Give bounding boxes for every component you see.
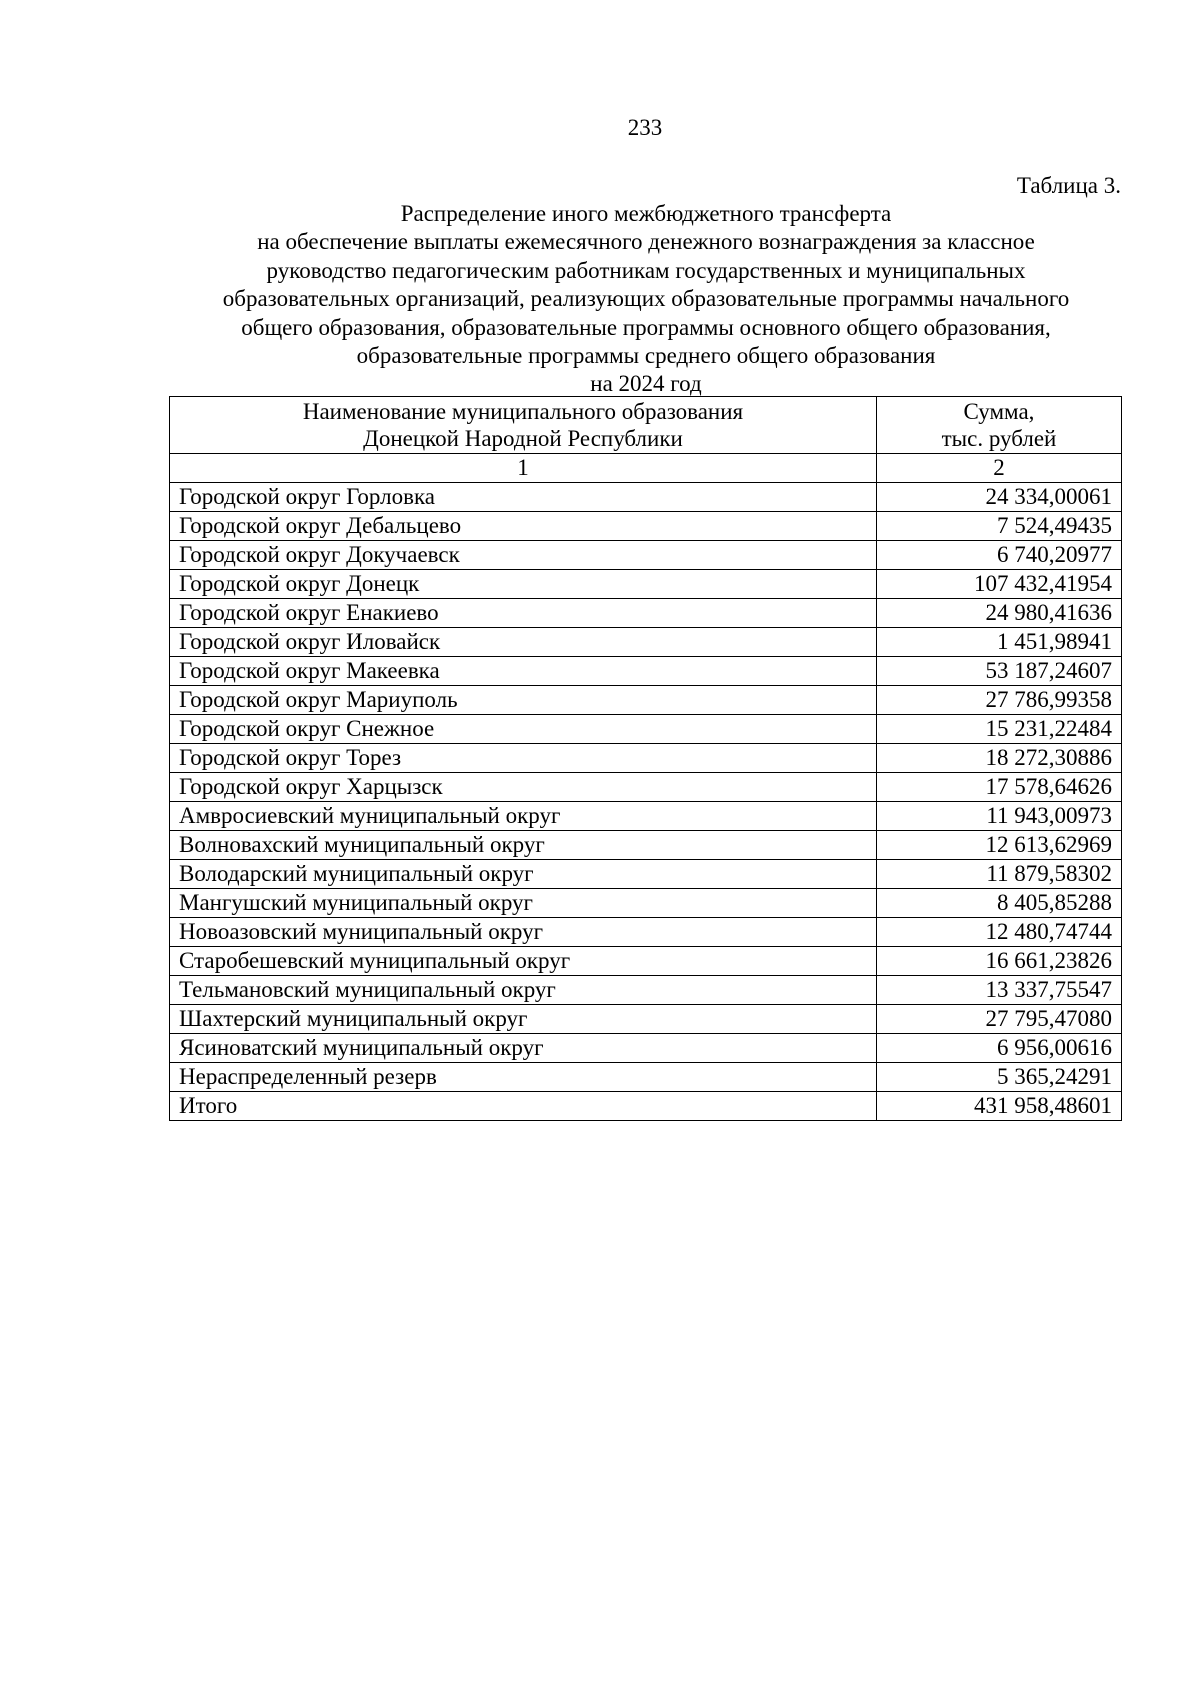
table-row — [170, 1034, 1122, 1063]
municipality-name-cell: Городской округ Донецк — [170, 570, 877, 599]
document-title — [170, 200, 1122, 399]
municipality-name-cell: Нераспределенный резерв — [170, 1063, 877, 1092]
table-row — [170, 831, 1122, 860]
municipality-name-cell: Городской округ Енакиево — [170, 599, 877, 628]
municipality-name-cell: Тельмановский муниципальный округ — [170, 976, 877, 1005]
municipality-name-cell: Володарский муниципальный округ — [170, 860, 877, 889]
table-row — [170, 541, 1122, 570]
municipality-name-cell: Городской округ Мариуполь — [170, 686, 877, 715]
municipality-name-cell: Городской округ Торез — [170, 744, 877, 773]
amount-cell: 5 365,24291 — [876, 1063, 1121, 1092]
municipality-name-cell: Городской округ Снежное — [170, 715, 877, 744]
title-line: Распределение иного межбюджетного трансферта — [400, 201, 892, 226]
table-row — [170, 1005, 1122, 1034]
table-row — [170, 715, 1122, 744]
municipality-name-cell: Городской округ Харцызск — [170, 773, 877, 802]
municipality-name-cell: Амвросиевский муниципальный округ — [170, 802, 877, 831]
table-row — [170, 657, 1122, 686]
page-number: 233 — [627, 115, 663, 140]
distribution-table — [169, 396, 1122, 1121]
amount-cell: 27 795,47080 — [876, 1005, 1121, 1034]
amount-cell: 1 451,98941 — [876, 628, 1121, 657]
title-line: на 2024 год — [590, 371, 702, 397]
header-sum-cell — [876, 397, 1121, 454]
amount-cell: 12 480,74744 — [876, 918, 1121, 947]
header-name-line: Наименование муниципального образования — [302, 399, 744, 424]
table-row — [170, 1063, 1122, 1092]
amount-cell: 7 524,49435 — [876, 512, 1121, 541]
municipality-name-cell: Ясиноватский муниципальный округ — [170, 1034, 877, 1063]
table-row — [170, 860, 1122, 889]
table-label: Таблица 3. — [1016, 173, 1121, 198]
municipality-name-cell: Шахтерский муниципальный округ — [170, 1005, 877, 1034]
table-row — [170, 773, 1122, 802]
amount-cell: 11 943,00973 — [876, 802, 1121, 831]
municipality-name-cell: Итого — [170, 1092, 877, 1121]
title-line: на обеспечение выплаты ежемесячного денежного вознаграждения за классное — [257, 229, 1035, 255]
table-row — [170, 947, 1122, 976]
amount-cell: 24 334,00061 — [876, 483, 1121, 512]
title-line: общего образования, образовательные программы основного общего образования, — [241, 314, 1051, 340]
column-number: 1 — [170, 454, 877, 483]
amount-cell: 27 786,99358 — [876, 686, 1121, 715]
amount-cell: 16 661,23826 — [876, 947, 1121, 976]
title-line: образовательных организаций, реализующих образовательные программы начального — [222, 286, 1070, 312]
municipality-name-cell: Городской округ Дебальцево — [170, 512, 877, 541]
municipality-name-cell: Новоазовский муниципальный округ — [170, 918, 877, 947]
header-sum-line: тыс. рублей — [941, 426, 1057, 451]
amount-cell: 11 879,58302 — [876, 860, 1121, 889]
amount-cell: 24 980,41636 — [876, 599, 1121, 628]
header-name-cell — [170, 397, 877, 454]
total-row — [170, 1092, 1122, 1121]
table-row — [170, 918, 1122, 947]
table-row — [170, 976, 1122, 1005]
municipality-name-cell: Городской округ Иловайск — [170, 628, 877, 657]
table-row — [170, 686, 1122, 715]
amount-cell: 17 578,64626 — [876, 773, 1121, 802]
table-row — [170, 599, 1122, 628]
table-row — [170, 570, 1122, 599]
amount-cell: 6 956,00616 — [876, 1034, 1121, 1063]
amount-cell: 12 613,62969 — [876, 831, 1121, 860]
amount-cell: 6 740,20977 — [876, 541, 1121, 570]
amount-cell: 431 958,48601 — [876, 1092, 1121, 1121]
table-row — [170, 512, 1122, 541]
amount-cell: 8 405,85288 — [876, 889, 1121, 918]
table-row — [170, 483, 1122, 512]
amount-cell: 15 231,22484 — [876, 715, 1121, 744]
table-row — [170, 744, 1122, 773]
amount-cell: 107 432,41954 — [876, 570, 1121, 599]
header-name-line: Донецкой Народной Республики — [363, 426, 683, 451]
table-row — [170, 889, 1122, 918]
title-line: образовательные программы среднего общего образования — [356, 343, 936, 369]
amount-cell: 18 272,30886 — [876, 744, 1121, 773]
amount-cell: 13 337,75547 — [876, 976, 1121, 1005]
title-line: руководство педагогическим работникам государственных и муниципальных — [266, 257, 1026, 283]
municipality-name-cell: Старобешевский муниципальный округ — [170, 947, 877, 976]
column-number-row — [170, 454, 1122, 483]
table-header-row — [170, 397, 1122, 454]
municipality-name-cell: Волновахский муниципальный округ — [170, 831, 877, 860]
table-row — [170, 802, 1122, 831]
column-number: 2 — [876, 454, 1121, 483]
municipality-name-cell: Городской округ Макеевка — [170, 657, 877, 686]
municipality-name-cell: Мангушский муниципальный округ — [170, 889, 877, 918]
header-sum-line: Сумма, — [963, 399, 1035, 424]
municipality-name-cell: Городской округ Горловка — [170, 483, 877, 512]
table-row — [170, 628, 1122, 657]
table-body — [170, 483, 1122, 1121]
amount-cell: 53 187,24607 — [876, 657, 1121, 686]
municipality-name-cell: Городской округ Докучаевск — [170, 541, 877, 570]
